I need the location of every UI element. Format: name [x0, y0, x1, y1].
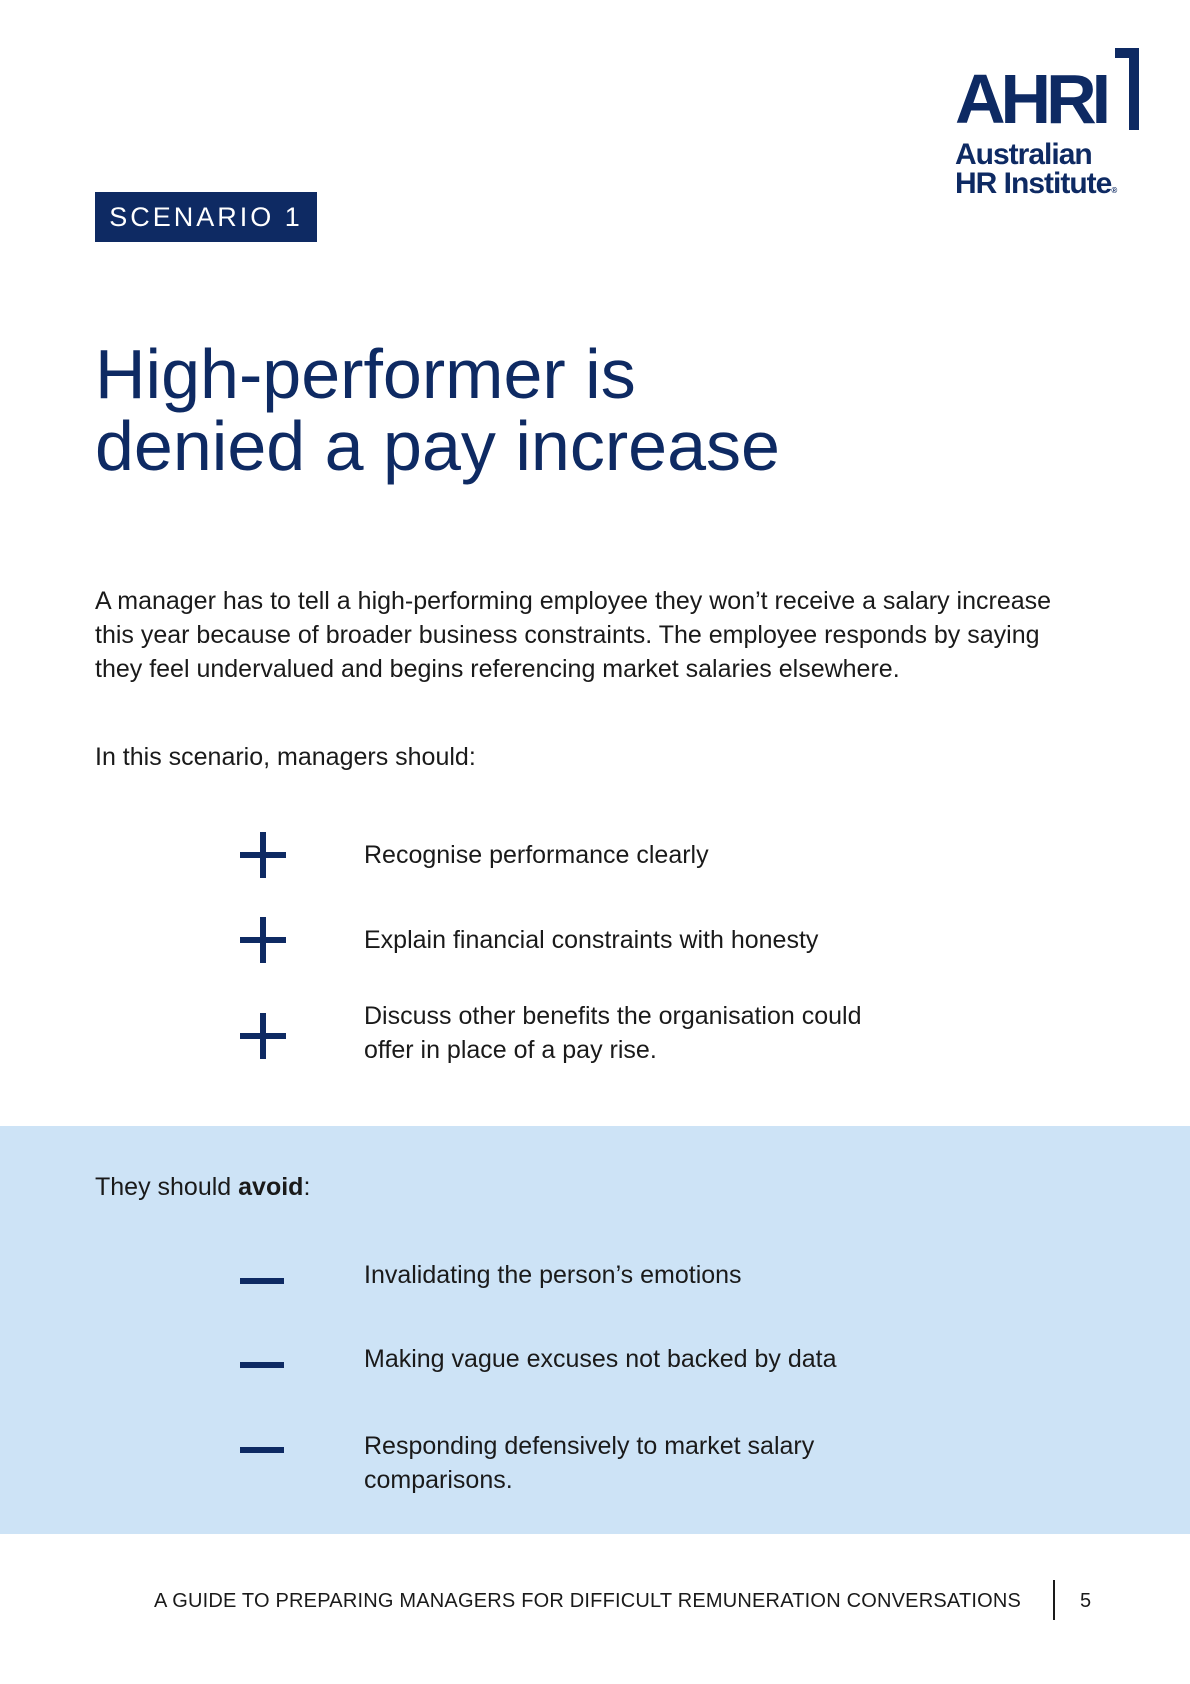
plus-icon [240, 832, 286, 878]
logo-line-1: Australian [955, 138, 1092, 171]
logo-subtitle [955, 140, 1117, 205]
ahri-logo [950, 44, 1150, 204]
minus-icon [240, 1447, 284, 1453]
page-title [95, 335, 1095, 485]
title-line-2: denied a pay increase [95, 407, 780, 485]
plus-icon [240, 1013, 286, 1059]
logo-wordmark: AHRI [955, 60, 1107, 138]
page-number: 5 [1080, 1590, 1092, 1612]
should-item-text: Recognise performance clearly [364, 841, 709, 869]
avoid-item-text: Responding defensively to market salary comparisons. [364, 1432, 815, 1494]
avoid-item-text: Invalidating the person’s emotions [364, 1261, 742, 1289]
footer-title: A GUIDE TO PREPARING MANAGERS FOR DIFFICULT REMUNERATION CONVERSATIONS [154, 1590, 1022, 1612]
avoid-emphasis: avoid [238, 1173, 304, 1201]
footer-divider [1053, 1580, 1055, 1620]
registered-mark: ® [1111, 186, 1118, 195]
title-line-1: High-performer is [95, 335, 636, 413]
scenario-tag: SCENARIO 1 [95, 192, 317, 242]
intro-paragraph: A manager has to tell a high-performing employee they won’t receive a salary increase this year because of broader business constraints. The employee responds by saying they feel undervalued and begins referencing market salaries elsewhere. [95, 587, 1052, 683]
should-item-text: Explain financial constraints with honesty [364, 926, 819, 954]
logo-line-2: HR Institute® [955, 167, 1118, 200]
should-lead: In this scenario, managers should: [95, 743, 476, 771]
avoid-lead: They should avoid: [95, 1173, 311, 1201]
minus-icon [240, 1278, 284, 1284]
minus-icon [240, 1362, 284, 1368]
plus-icon [240, 917, 286, 963]
avoid-item-text: Making vague excuses not backed by data [364, 1345, 837, 1373]
should-item-text: Discuss other benefits the organisation could offer in place of a pay rise. [364, 1002, 862, 1064]
logo-bracket-mark [1115, 48, 1139, 130]
